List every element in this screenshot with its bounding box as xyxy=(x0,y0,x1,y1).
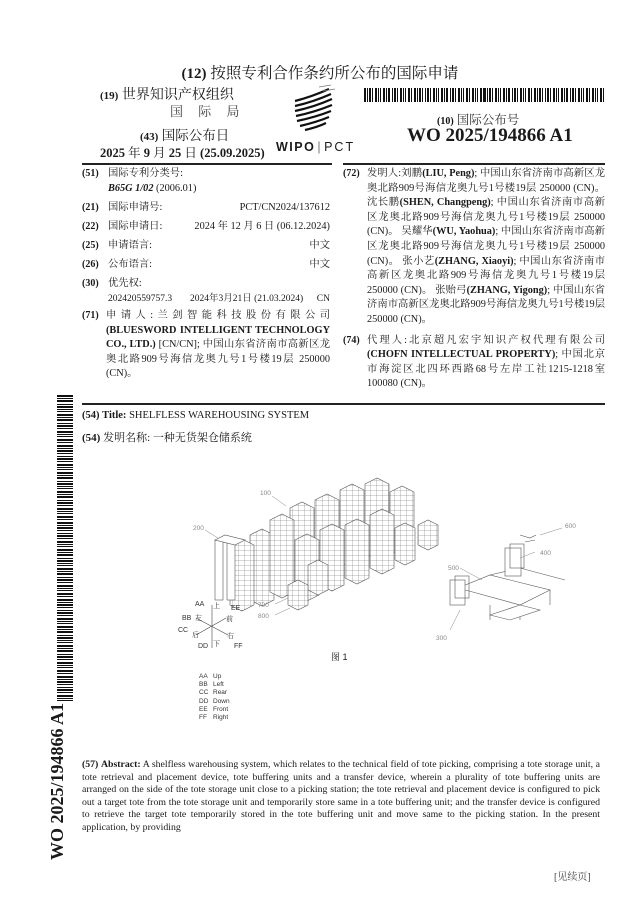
applicant-address: 中国山东省济南市高新区龙奥北路909号海信龙奥九号1号楼19层 250000 (CN)。 xyxy=(106,339,330,379)
publication-date-label xyxy=(140,124,229,144)
priority-date: 2024年3月21日 (21.03.2024) xyxy=(190,293,304,304)
legend-key: CC xyxy=(199,689,209,697)
field-label: 申请人: xyxy=(106,310,154,321)
filing-language-field xyxy=(82,239,330,254)
svg-text:CC: CC xyxy=(178,627,189,634)
legend-value: Right xyxy=(213,714,229,722)
doc-type-number: (12) xyxy=(181,66,207,82)
field-label: 公布语言: xyxy=(108,259,153,270)
svg-text:FF: FF xyxy=(234,643,243,650)
legend-value: Down xyxy=(213,697,230,705)
legend-value: Front xyxy=(213,705,229,713)
field-number: (74) xyxy=(343,334,360,346)
ipc-code: B65G 1/02 xyxy=(108,182,154,194)
month-unit: 月 xyxy=(150,146,169,160)
inventor-name-en: (LIU, Peng) xyxy=(422,168,475,179)
ipc-field xyxy=(82,167,330,196)
ref-800: 800 xyxy=(258,613,269,620)
field-number: (51) xyxy=(82,168,99,179)
barcode-top-icon xyxy=(364,88,592,102)
ref-700: 700 xyxy=(258,602,269,609)
svg-text:EE: EE xyxy=(231,605,241,612)
svg-text:下: 下 xyxy=(213,641,220,648)
inventor-address: ; 中国山东省济南市高新区龙奥北路909号海信龙奥九号1号楼19层 250000 (CN)。 xyxy=(367,197,606,238)
divider xyxy=(82,163,332,165)
svg-text:BB: BB xyxy=(182,615,192,622)
inventor-address: ; 中国山东省济南市高新区龙奥北路909号海信龙奥九号1号楼19层 250000 (CN)。 xyxy=(367,168,606,194)
publication-date xyxy=(100,143,265,161)
publication-language-field xyxy=(82,258,330,273)
field-label: 代理人: xyxy=(367,334,407,346)
agent-field xyxy=(343,334,605,392)
applicant-para xyxy=(82,309,330,382)
agent-text xyxy=(367,334,605,392)
field-number: (25) xyxy=(82,240,99,251)
field-number: (54) xyxy=(82,410,100,421)
pub-date-numeric: (25.09.2025) xyxy=(200,146,265,160)
ref-100: 100 xyxy=(260,490,271,497)
inventors-text xyxy=(367,167,605,328)
pub-date-label-text: 国际公布日 xyxy=(161,128,230,143)
pub-no-label-text: 国际公布号 xyxy=(456,113,520,127)
publication-language: 中文 xyxy=(309,259,330,270)
agent-address: ; 中国北京市海淀区北四环西路68号左岸工社1215-1218室 100080 (CN)。 xyxy=(367,349,606,390)
inventor-name-cn: 吴耀华 xyxy=(401,226,433,238)
patent-drawing-figure xyxy=(178,480,590,670)
direction-axes-icon xyxy=(196,605,228,648)
agent-name-cn: 北京超凡宏宇知识产权代理有限公司 xyxy=(407,334,605,346)
ref-200: 200 xyxy=(193,525,204,532)
bureau: 国 际 局 xyxy=(170,104,246,119)
ref-600: 600 xyxy=(565,523,576,530)
field-label: 申请语言: xyxy=(108,240,153,251)
svg-text:前: 前 xyxy=(226,616,233,623)
field-label: 发明人: xyxy=(367,168,402,179)
title-label: Title: xyxy=(102,410,127,421)
applicant-name-en: (BLUESWORD INTELLIGENT TECHNOLOGY CO., LTD.) xyxy=(106,324,330,350)
legend-row xyxy=(199,689,230,697)
pub-day: 25 xyxy=(168,146,182,160)
field-number: (71) xyxy=(82,310,99,321)
org-number: (19) xyxy=(100,90,119,102)
inventor-address: ; 中国山东省济南市高新区龙奥北路909号海信龙奥九号1号楼19层 250000 (CN)。 xyxy=(367,255,605,296)
inventor-name-cn: 刘鹏 xyxy=(401,168,423,179)
publication-number: WO 2025/194866 A1 xyxy=(407,125,573,146)
divider xyxy=(343,163,605,165)
title-english xyxy=(82,410,309,421)
pub-date-number: (43) xyxy=(140,131,159,143)
legend-key: AA xyxy=(199,673,208,680)
priority-entry xyxy=(82,292,330,307)
wipo-globe-icon xyxy=(289,85,337,133)
legend-value: Left xyxy=(213,681,224,689)
inventor-name-en: (WU, Yaohua) xyxy=(432,226,496,238)
inventor-name-cn: 沈长鹏 xyxy=(367,197,400,209)
wipo-text: WIPO xyxy=(276,140,316,154)
title-value: SHELFLESS WAREHOUSING SYSTEM xyxy=(129,410,310,421)
svg-text:右: 右 xyxy=(227,633,234,640)
field-number: (72) xyxy=(343,168,360,179)
legend-key: BB xyxy=(199,681,208,689)
legend-key: FF xyxy=(199,714,207,722)
ref-400: 400 xyxy=(540,550,551,557)
abstract-label: Abstract: xyxy=(100,759,141,770)
inventor-name-en: (ZHANG, Xiaoyi) xyxy=(434,255,514,267)
svg-text:DD: DD xyxy=(198,643,209,650)
legend-row xyxy=(199,706,230,714)
inventor-address: ; 中国山东省济南市高新区龙奥北路909号海信龙奥九号1号楼19层 250000 (CN)。 xyxy=(367,226,605,267)
svg-text:后: 后 xyxy=(192,632,199,639)
agent-name-en: (CHOFN INTELLECTUAL PROPERTY) xyxy=(367,349,556,361)
svg-text:左: 左 xyxy=(195,615,202,622)
field-number: (26) xyxy=(82,259,99,270)
title-chinese xyxy=(82,429,252,445)
inventor-address: ; 中国山东省济南市高新区龙奥北路909号海信龙奥九号1号楼19层 250000 (CN)。 xyxy=(367,284,606,325)
field-label: 优先权: xyxy=(108,278,142,289)
abstract-text: A shelfless warehousing system, which relates to the technical field of tote picking, comprising a tote storage unit, a tote retrieval and placement device, tote buffering units and a transfer device, wherein a plurality of tote buffering units are arranged on the side of the tote storage unit close to a picking station; the tote retrieval and placement device is configured to pick out a target tote from the tote storage unit and temporarily store same in a tote buffering unit; and the transfer device is configured to retrieve the target tote temporarily stored in the tote buffering unit and move same to the picking station. In the present application, by providing xyxy=(82,759,600,833)
document-type xyxy=(0,61,640,83)
ipc-version: (2006.01) xyxy=(153,182,197,194)
legend-row xyxy=(199,681,230,689)
priority-number: 202420559757.3 xyxy=(108,293,173,304)
title-label: 发明名称: xyxy=(103,432,151,444)
pub-year: 2025 xyxy=(100,146,125,160)
abstract xyxy=(82,759,600,835)
legend-value: Rear xyxy=(213,689,228,697)
legend-key: EE xyxy=(199,705,208,713)
applicant-countries: [CN/CN]; xyxy=(155,339,203,350)
inventor-name-en: (SHEN, Changpeng) xyxy=(399,197,491,209)
legend-row xyxy=(199,673,230,681)
field-number: (57) xyxy=(82,759,99,770)
legend-row xyxy=(199,698,230,706)
legend-key: DD xyxy=(199,697,209,705)
legend-row xyxy=(199,714,230,722)
field-label: 国际申请日: xyxy=(108,221,163,232)
field-number: (30) xyxy=(82,278,99,289)
field-number: (22) xyxy=(82,221,99,232)
title-value: 一种无货架仓储系统 xyxy=(152,432,252,444)
doc-type-text: 按照专利合作条约所公布的国际申请 xyxy=(210,65,459,82)
filing-language: 中文 xyxy=(309,240,330,251)
divider xyxy=(82,403,605,405)
figure-caption: 图 1 xyxy=(331,652,348,662)
filing-date-field xyxy=(82,220,330,235)
priority-field xyxy=(82,277,330,306)
day-unit: 日 xyxy=(181,146,201,160)
direction-legend xyxy=(199,673,230,722)
field-number: (54) xyxy=(82,432,101,444)
inventor-name-en: (ZHANG, Yigong) xyxy=(466,284,548,296)
ref-500: 500 xyxy=(448,565,459,572)
application-number: PCT/CN2024/137612 xyxy=(239,202,330,213)
continued-note: [见续页] xyxy=(554,872,591,883)
org-name: 世界知识产权组织 xyxy=(121,88,234,103)
pub-month: 9 xyxy=(143,146,151,160)
pub-no-number: (10) xyxy=(437,116,454,127)
svg-text:上: 上 xyxy=(213,603,220,610)
priority-country: CN xyxy=(316,293,330,304)
ref-300: 300 xyxy=(436,635,447,642)
inventor-name-cn: 张贻弓 xyxy=(435,284,467,296)
svg-text:AA: AA xyxy=(195,601,205,608)
applicant-field xyxy=(82,309,330,382)
wipo-pct-logo-text xyxy=(276,140,355,154)
applicant-text xyxy=(106,309,330,382)
application-number-field xyxy=(82,201,330,216)
inventor-name-cn: 张小艺 xyxy=(402,255,435,267)
filing-date: 2024 年 12 月 6 日 (06.12.2024) xyxy=(194,221,330,232)
pct-text: PCT xyxy=(324,140,356,154)
legend-value: Up xyxy=(213,673,222,680)
barcode-side-icon xyxy=(57,395,73,705)
bibliographic-right xyxy=(343,167,605,392)
year-unit: 年 xyxy=(125,146,144,160)
field-label: 国际申请号: xyxy=(108,202,163,213)
logo-separator: | xyxy=(317,140,323,154)
applicant-name-cn: 兰剑智能科技股份有限公司 xyxy=(153,310,330,321)
inventors-field xyxy=(343,167,605,328)
field-label: 国际专利分类号: xyxy=(108,168,183,179)
field-number: (21) xyxy=(82,202,99,213)
side-publication-number: WO 2025/194866 A1 xyxy=(47,702,67,860)
ipc-value xyxy=(82,182,330,197)
